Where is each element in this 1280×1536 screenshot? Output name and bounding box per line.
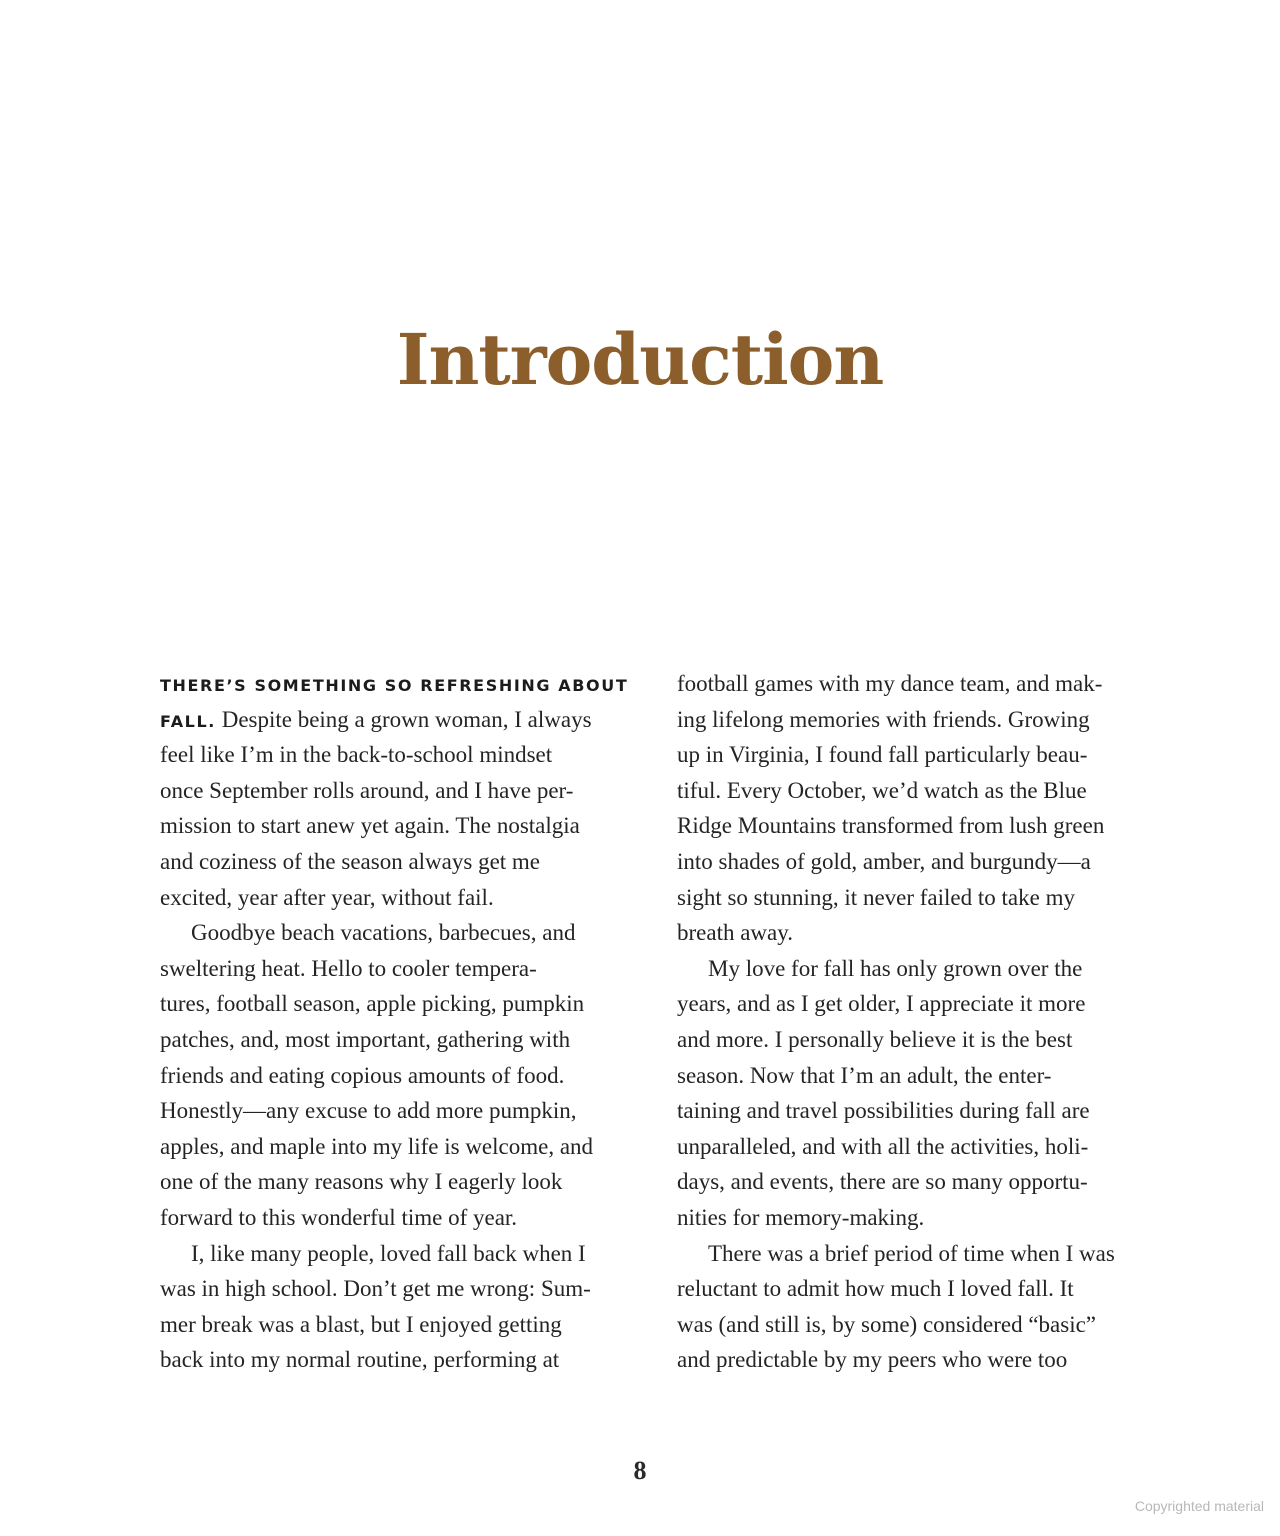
text-line bbox=[160, 951, 650, 987]
text-line bbox=[677, 1200, 1177, 1236]
line-text: reluctant to admit how much I loved fall. It bbox=[677, 1276, 1074, 1302]
text-line bbox=[677, 1129, 1177, 1165]
line-text: My love for fall has only grown over the bbox=[708, 955, 1083, 981]
line-text: football games with my dance team, and mak- bbox=[677, 671, 1103, 696]
line-text: taining and travel possibilities during fall are bbox=[677, 1098, 1090, 1124]
text-line bbox=[677, 951, 1177, 987]
line-text: breath away. bbox=[677, 920, 793, 946]
line-text: once September rolls around, and I have per- bbox=[160, 777, 574, 803]
line-text: and coziness of the season always get me bbox=[160, 848, 541, 874]
line-text: sweltering heat. Hello to cooler tempera- bbox=[160, 955, 537, 981]
text-line bbox=[160, 1342, 650, 1378]
text-line bbox=[160, 808, 650, 844]
line-text: tiful. Every October, we’d watch as the Blue bbox=[677, 777, 1087, 803]
line-text: friends and eating copious amounts of food. bbox=[160, 1062, 565, 1088]
line-text: Honestly—any excuse to add more pumpkin, bbox=[160, 1098, 577, 1124]
left-text-column bbox=[160, 666, 650, 1378]
line-text: unparalleled, and with all the activities, holi- bbox=[677, 1133, 1089, 1159]
text-line bbox=[160, 1093, 650, 1129]
text-line bbox=[160, 666, 650, 702]
text-line bbox=[160, 1164, 650, 1200]
line-text: feel like I’m in the back-to-school mindset bbox=[160, 742, 553, 768]
text-line bbox=[677, 1236, 1177, 1272]
text-line bbox=[677, 702, 1177, 738]
text-line bbox=[677, 773, 1177, 809]
line-text: forward to this wonderful time of year. bbox=[160, 1204, 518, 1230]
text-line bbox=[160, 1129, 650, 1165]
line-text: nities for memory-making. bbox=[677, 1204, 925, 1230]
chapter-title: Introduction bbox=[396, 318, 884, 401]
copyright-watermark: Copyrighted material bbox=[1134, 1498, 1264, 1514]
line-text: patches, and, most important, gathering with bbox=[160, 1026, 571, 1052]
lead-in-caps: FALL. bbox=[160, 711, 216, 731]
text-line bbox=[677, 1164, 1177, 1200]
text-line bbox=[160, 1307, 650, 1343]
line-text: mer break was a blast, but I enjoyed getting bbox=[160, 1311, 562, 1337]
line-text: was in high school. Don’t get me wrong: Sum- bbox=[160, 1276, 591, 1302]
text-line bbox=[160, 773, 650, 809]
text-line bbox=[160, 737, 650, 773]
text-line bbox=[677, 1342, 1177, 1378]
page-number: 8 bbox=[633, 1456, 647, 1485]
text-line bbox=[677, 1022, 1177, 1058]
text-line bbox=[677, 986, 1177, 1022]
text-line bbox=[160, 1058, 650, 1094]
right-text-column bbox=[677, 666, 1177, 1378]
text-line bbox=[160, 880, 650, 916]
text-line bbox=[677, 1271, 1177, 1307]
line-text: Despite being a grown woman, I always bbox=[215, 706, 592, 732]
line-text: up in Virginia, I found fall particularly beau- bbox=[677, 742, 1088, 768]
line-text: days, and events, there are so many opportu- bbox=[677, 1169, 1088, 1195]
line-text: back into my normal routine, performing at bbox=[160, 1347, 560, 1373]
line-text: was (and still is, by some) considered “basic” bbox=[677, 1311, 1096, 1337]
line-text: one of the many reasons why I eagerly look bbox=[160, 1169, 563, 1195]
line-text: and more. I personally believe it is the best bbox=[677, 1026, 1073, 1052]
line-text: I, like many people, loved fall back when I bbox=[191, 1240, 586, 1266]
line-text: mission to start anew yet again. The nostalgia bbox=[160, 813, 580, 839]
text-line bbox=[160, 915, 650, 951]
text-line bbox=[677, 1058, 1177, 1094]
lead-in-caps: THERE’S SOMETHING SO REFRESHING ABOUT bbox=[160, 676, 629, 695]
text-line bbox=[160, 844, 650, 880]
text-line bbox=[677, 666, 1177, 702]
line-text: There was a brief period of time when I was bbox=[708, 1240, 1115, 1266]
text-line bbox=[160, 1022, 650, 1058]
text-line bbox=[677, 844, 1177, 880]
line-text: and predictable by my peers who were too bbox=[677, 1347, 1068, 1373]
line-text: excited, year after year, without fail. bbox=[160, 884, 494, 910]
line-text: apples, and maple into my life is welcome, and bbox=[160, 1133, 594, 1159]
text-line bbox=[677, 808, 1177, 844]
line-text: sight so stunning, it never failed to take my bbox=[677, 884, 1075, 910]
text-line bbox=[160, 986, 650, 1022]
line-text: season. Now that I’m an adult, the enter- bbox=[677, 1062, 1052, 1088]
text-line bbox=[677, 1093, 1177, 1129]
line-text: ing lifelong memories with friends. Growing bbox=[677, 706, 1090, 732]
text-line bbox=[160, 1200, 650, 1236]
line-text: years, and as I get older, I appreciate it more bbox=[677, 991, 1086, 1017]
text-line bbox=[160, 1271, 650, 1307]
text-line bbox=[677, 737, 1177, 773]
line-text: into shades of gold, amber, and burgundy—a bbox=[677, 848, 1091, 874]
text-line bbox=[160, 1236, 650, 1272]
line-text: tures, football season, apple picking, pumpkin bbox=[160, 991, 585, 1017]
text-line bbox=[160, 702, 650, 738]
text-line bbox=[677, 915, 1177, 951]
line-text: Goodbye beach vacations, barbecues, and bbox=[191, 920, 576, 946]
line-text: Ridge Mountains transformed from lush green bbox=[677, 813, 1105, 839]
text-line bbox=[677, 1307, 1177, 1343]
text-line bbox=[677, 880, 1177, 916]
